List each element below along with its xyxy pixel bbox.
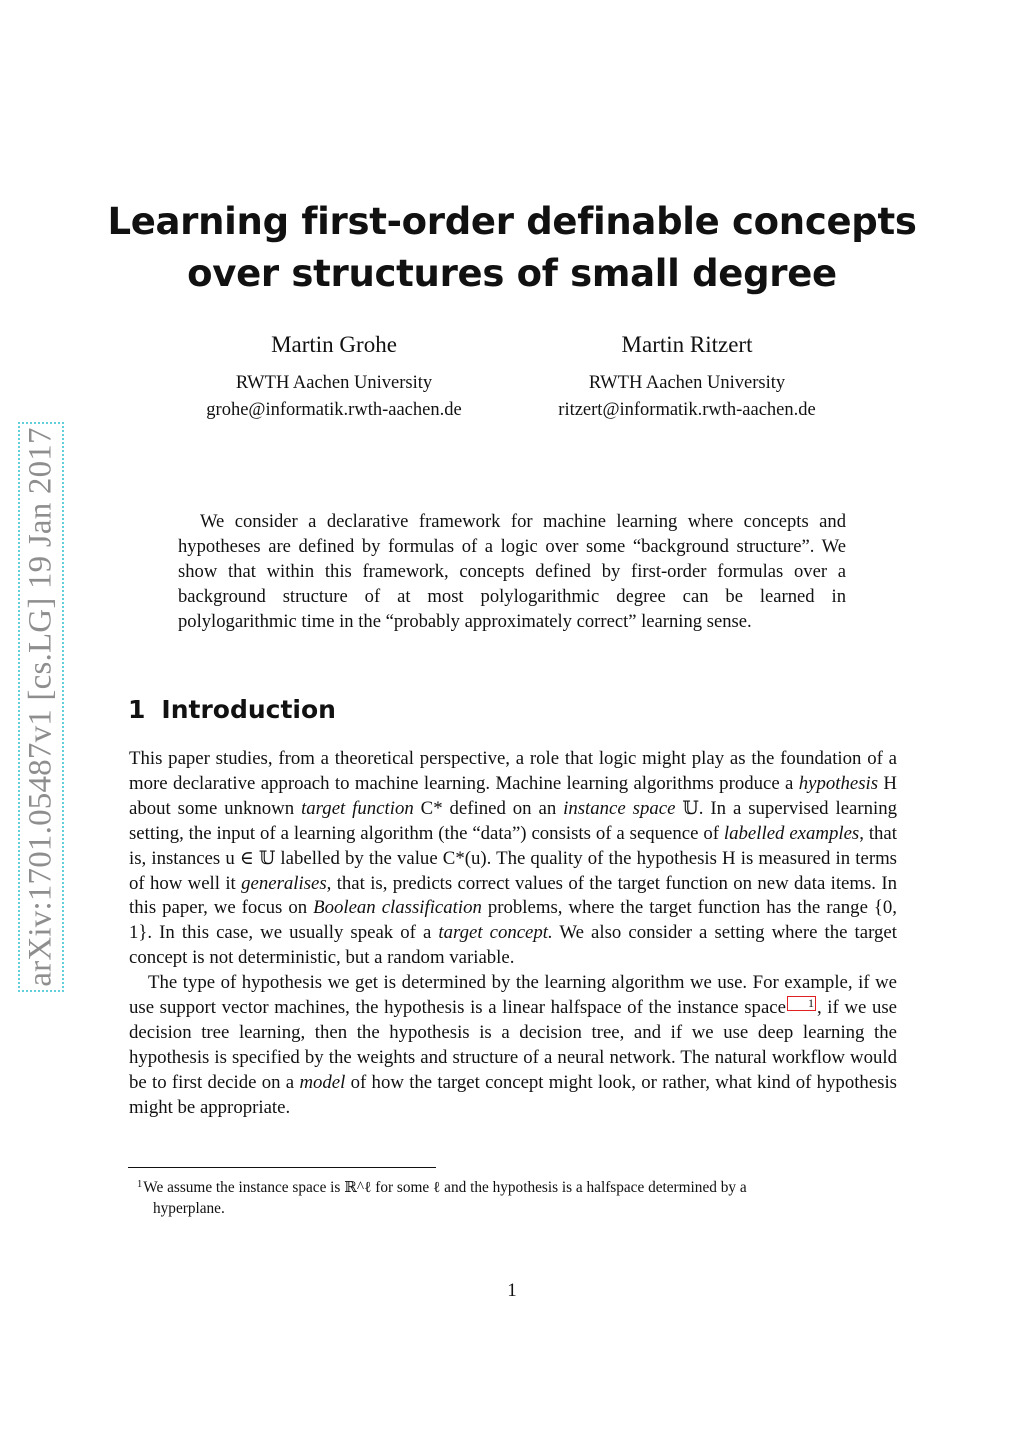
footnote-divider	[128, 1167, 436, 1168]
author-block-ritzert	[507, 330, 867, 424]
author-email[interactable]: ritzert@informatik.rwth-aachen.de	[558, 400, 816, 420]
footnote-line-2: hyperplane.	[153, 1200, 225, 1217]
arxiv-side-stamp[interactable]	[18, 422, 64, 992]
author-affiliation: RWTH Aachen University	[235, 373, 433, 393]
text-run: 𝕌. In a supervised learning setting, the input of a learning algorithm (the “data”) consists of a sequence of	[129, 797, 898, 844]
footnote	[137, 1174, 897, 1219]
emphasis-labelled-examples: labelled examples	[723, 822, 860, 844]
page-number: 1	[507, 1280, 517, 1301]
introduction-body	[129, 747, 897, 1121]
section-title: Introduction	[161, 695, 336, 724]
text-run: , that is, predicts correct values of the target function on new data items. In this paper, we focus on	[129, 872, 897, 919]
title-line-1: Learning first-order definable concepts	[107, 200, 917, 243]
author-email[interactable]: grohe@informatik.rwth-aachen.de	[206, 400, 462, 420]
emphasis-target-concept: target concept.	[438, 922, 553, 944]
section-heading-introduction	[128, 694, 336, 726]
section-number: 1	[128, 695, 146, 724]
text-run: , if we use decision tree learning, then the hypothesis is a decision tree, and if we use deep learning the hypothesis is specified by the weights and structure of a neural network. The natural workflow would be to first decide on a	[129, 997, 897, 1093]
emphasis-generalises: generalises	[241, 872, 327, 894]
footnote-link[interactable]: 1	[787, 996, 816, 1011]
abstract-text: We consider a declarative framework for machine learning where concepts and hypotheses are defined by formulas of a logic over some “background structure”. We show that within this framework, concepts defined by first-order formulas over a background structure of at most polylogarithmic degree can be learned in polylogarithmic time in the “probably approximately correct” learning sense.	[178, 511, 846, 632]
text-run: We also consider a setting where the target concept is not deterministic, but a random variable.	[129, 922, 897, 969]
author-name: Martin Ritzert	[621, 332, 753, 357]
footnote-line-1: We assume the instance space is ℝ^ℓ for some ℓ and the hypothesis is a halfspace determined by a	[143, 1179, 747, 1196]
paragraph-2	[129, 971, 897, 1120]
author-affiliation: RWTH Aachen University	[588, 373, 786, 393]
abstract	[178, 509, 846, 634]
text-run: The type of hypothesis we get is determined by the learning algorithm we use. For example, if we use support vector machines, the hypothesis is a linear halfspace of the instance space	[129, 972, 897, 1019]
paragraph-1	[129, 747, 897, 971]
arxiv-identifier: arXiv:1701.05487v1 [cs.LG] 19 Jan 2017	[22, 427, 59, 987]
text-run: C* defined on an	[413, 797, 564, 819]
text-run: H about some unknown	[129, 772, 897, 819]
text-run: problems, where the target function has the range {0, 1}. In this case, we usually speak of a	[129, 897, 897, 944]
emphasis-instance-space: instance space	[563, 797, 676, 819]
text-run: This paper studies, from a theoretical perspective, a role that logic might play as the foundation of a more declarative approach to machine learning. Machine learning algorithms produce a	[129, 748, 897, 794]
paper-title	[100, 196, 924, 300]
author-block-grohe	[154, 330, 514, 424]
emphasis-hypothesis: hypothesis	[798, 772, 879, 794]
text-run: , that is, instances u ∈ 𝕌 labelled by the value C*(u). The quality of the hypothesis H is measured in terms of how well it	[129, 822, 897, 894]
title-line-2: over structures of small degree	[187, 252, 837, 295]
text-run: of how the target concept might look, or rather, what kind of hypothesis might be appropriate.	[129, 1071, 897, 1118]
emphasis-model: model	[299, 1071, 346, 1093]
emphasis-target-function: target function	[301, 797, 414, 819]
footnote-mark: 1	[137, 1179, 143, 1190]
emphasis-boolean-classification: Boolean classification	[313, 897, 482, 919]
author-name: Martin Grohe	[271, 332, 397, 357]
